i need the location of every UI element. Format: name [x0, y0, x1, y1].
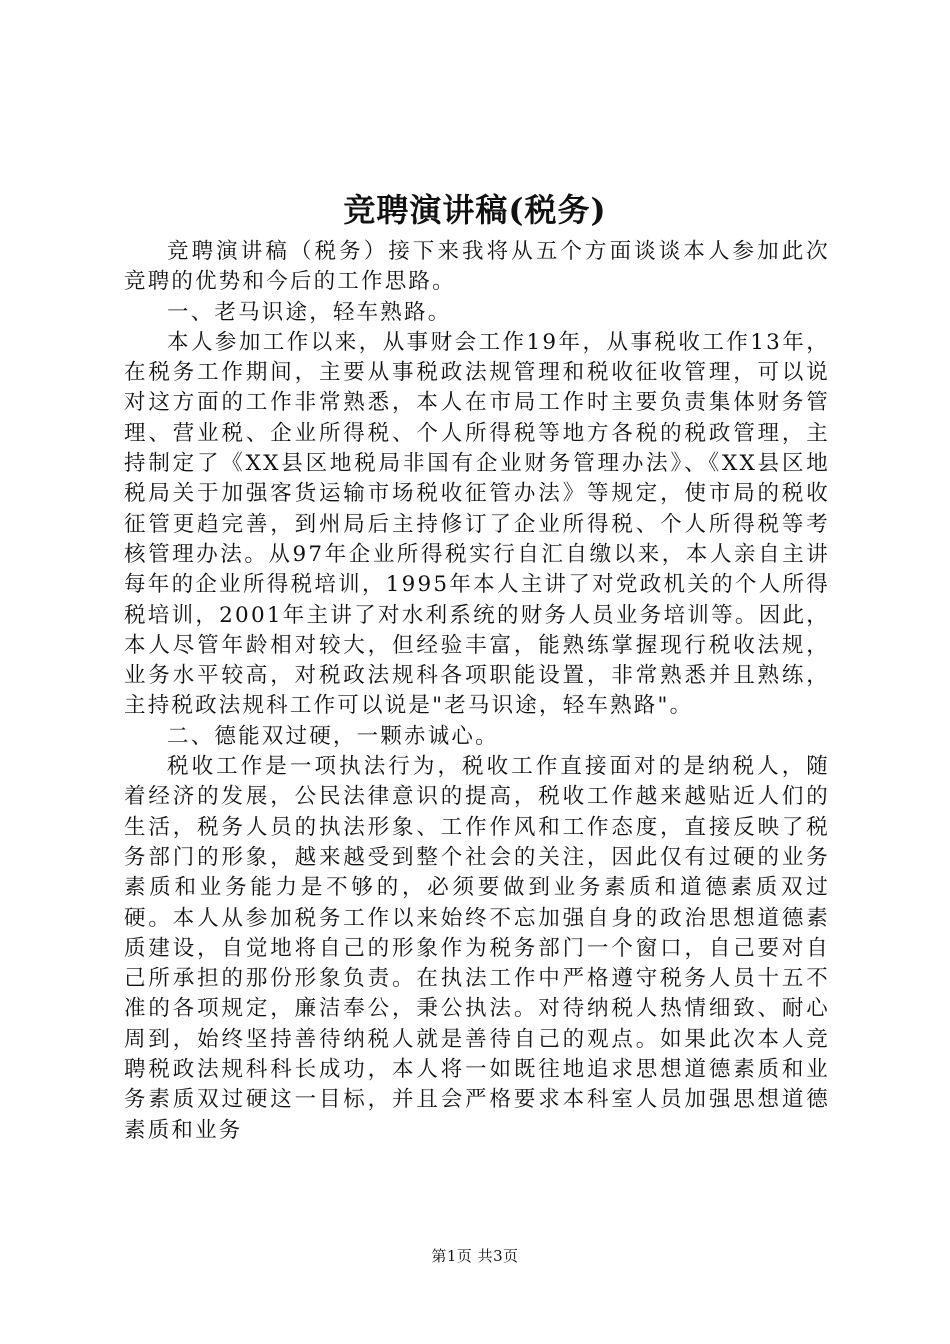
- page-footer: 第1页 共3页: [431, 1247, 519, 1265]
- document-title: 竞聘演讲稿(税务): [343, 191, 607, 229]
- document-body: [124, 237, 830, 1146]
- paragraph-section-1: 本人参加工作以来，从事财会工作19年，从事税收工作13年，在税务工作期间，主要从事税政法规管理和税收征收管理，可以说对这方面的工作非常熟悉，本人在市局工作时主要负责集体财务管理、营业税、企业所得税、个人所得税等地方各税的税政管理，主持制定了《XX县区地税局非国有企业财务管理办法》、《XX县区地税局关于加强客货运输市场税收征管办法》等规定，使市局的税收征管更趋完善，到州局后主持修订了企业所得税、个人所得税等考核管理办法。从97年企业所得税实行自汇自缴以来，本人亲自主讲每年的企业所得税培训，1995年本人主讲了对党政机关的个人所得税培训，2001年主讲了对水利系统的财务人员业务培训等。因此，本人尽管年龄相对较大，但经验丰富，能熟练掌握现行税收法规，业务水平较高，对税政法规科各项职能设置，非常熟悉并且熟练，主持税政法规科工作可以说是"老马识途，轻车熟路"。: [124, 329, 830, 719]
- paragraph-intro: 竞聘演讲稿（税务）接下来我将从五个方面谈谈本人参加此次竞聘的优势和今后的工作思路。: [124, 239, 830, 295]
- section-heading-2: 二、德能双过硬，一颗赤诚心。: [167, 723, 499, 749]
- paragraph-section-2: 税收工作是一项执法行为，税收工作直接面对的是纳税人，随着经济的发展，公民法律意识的提高，税收工作越来越贴近人们的生活，税务人员的执法形象、工作作风和工作态度，直接反映了税务部门的形象，越来越受到整个社会的关注，因此仅有过硬的业务素质和业务能力是不够的，必须要做到业务素质和道德素质双过硬。本人从参加税务工作以来始终不忘加强自身的政治思想道德素质建设，自觉地将自己的形象作为税务部门一个窗口，自己要对自己所承担的那份形象负责。在执法工作中严格遵守税务人员十五不准的各项规定，廉洁奉公，秉公执法。对待纳税人热情细致、耐心周到，始终坚持善待纳税人就是善待自己的观点。如果此次本人竞聘税政法规科科长成功，本人将一如既往地追求思想道德素质和业务素质双过硬这一目标，并且会严格要求本科室人员加强思想道德素质和业务: [124, 754, 830, 1143]
- section-heading-1: 一、老马识途，轻车熟路。: [167, 299, 452, 325]
